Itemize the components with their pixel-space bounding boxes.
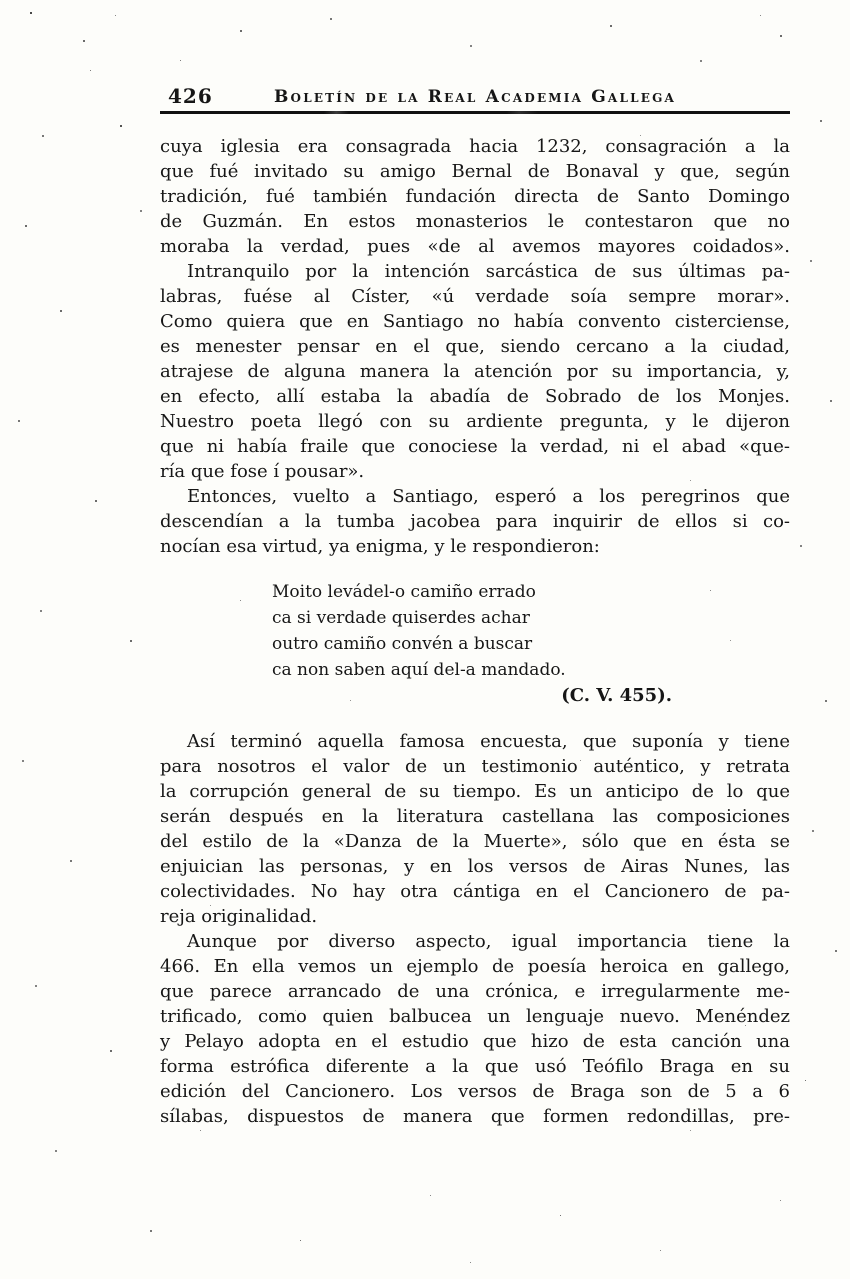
page-number: 426 xyxy=(168,84,213,108)
text-line: Así terminó aquella famosa encuesta, que suponía y tiene xyxy=(187,731,790,752)
text-line: nocían esa virtud, ya enigma, y le respondieron: xyxy=(160,536,600,557)
text-line: en efecto, allí estaba la abadía de Sobrado de los Monjes. xyxy=(160,386,790,407)
text-line: y Pelayo adopta en el estudio que hizo de esta canción una xyxy=(160,1031,790,1052)
verse-line: outro camiño convén a buscar xyxy=(272,634,533,654)
text-line: colectividades. No hay otra cántiga en el Cancionero de pa- xyxy=(160,881,790,902)
text-line: 466. En ella vemos un ejemplo de poesía heroica en gallego, xyxy=(160,956,790,977)
scan-noise xyxy=(0,0,2,2)
paragraph xyxy=(160,729,790,929)
scan-noise xyxy=(0,0,1,1)
text-line: ría que fose í pousar». xyxy=(160,461,365,482)
text-line: Como quiera que en Santiago no había convento cisterciense, xyxy=(160,311,790,332)
verse-line: ca non saben aquí del-a mandado. xyxy=(272,660,566,680)
paragraph xyxy=(160,929,790,1129)
text-line: Intranquilo por la intención sarcástica de sus últimas pa- xyxy=(187,261,790,282)
page-body xyxy=(160,134,790,1129)
verse-line: Moito levádel-o camiño errado xyxy=(272,582,536,602)
journal-title: Boletín de la Real Academia Gallega xyxy=(273,87,677,107)
text-line: serán después en la literatura castellana las composiciones xyxy=(160,806,790,827)
text-line: atrajese de alguna manera la atención por su importancia, y, xyxy=(160,361,790,382)
verse-block xyxy=(272,579,790,683)
text-line: trificado, como quien balbucea un lenguaje nuevo. Menéndez xyxy=(160,1006,790,1027)
paragraph xyxy=(160,259,790,484)
text-line: que fué invitado su amigo Bernal de Bonaval y que, según xyxy=(160,161,790,182)
text-line: enjuician las personas, y en los versos de Airas Nunes, las xyxy=(160,856,790,877)
text-line: edición del Cancionero. Los versos de Braga son de 5 a 6 xyxy=(160,1081,790,1102)
paragraph xyxy=(160,134,790,259)
text-line: labras, fuése al Císter, «ú verdade soía sempre morar». xyxy=(160,286,790,307)
text-line: Entonces, vuelto a Santiago, esperó a los peregrinos que xyxy=(187,486,790,507)
text-line: para nosotros el valor de un testimonio auténtico, y retrata xyxy=(160,756,790,777)
text-line: reja originalidad. xyxy=(160,906,318,927)
text-line: que ni había fraile que conociese la verdad, ni el abad «que- xyxy=(160,436,790,457)
text-line: forma estrófica diferente a la que usó Teófilo Braga en su xyxy=(160,1056,790,1077)
text-line: la corrupción general de su tiempo. Es un anticipo de lo que xyxy=(160,781,790,802)
header-rule xyxy=(160,111,790,114)
verse-citation: (C. V. 455). xyxy=(561,685,672,706)
text-line: es menester pensar en el que, siendo cercano a la ciudad, xyxy=(160,336,790,357)
text-line: tradición, fué también fundación directa de Santo Domingo xyxy=(160,186,790,207)
text-line: Aunque por diverso aspecto, igual importancia tiene la xyxy=(187,931,790,952)
text-line: Nuestro poeta llegó con su ardiente pregunta, y le dijeron xyxy=(160,411,790,432)
text-line: de Guzmán. En estos monasterios le contestaron que no xyxy=(160,211,790,232)
text-line: que parece arrancado de una crónica, e irregularmente me- xyxy=(160,981,790,1002)
paragraph xyxy=(160,484,790,559)
text-line: del estilo de la «Danza de la Muerte», sólo que en ésta se xyxy=(160,831,790,852)
text-line: descendían a la tumba jacobea para inquirir de ellos si co- xyxy=(160,511,790,532)
verse-line: ca si verdade quiserdes achar xyxy=(272,608,530,628)
text-line: cuya iglesia era consagrada hacia 1232, consagración a la xyxy=(160,136,790,157)
page-header xyxy=(160,84,790,110)
text-line: sílabas, dispuestos de manera que formen redondillas, pre- xyxy=(160,1106,790,1127)
text-line: moraba la verdad, pues «de al avemos mayores coidados». xyxy=(160,236,790,257)
